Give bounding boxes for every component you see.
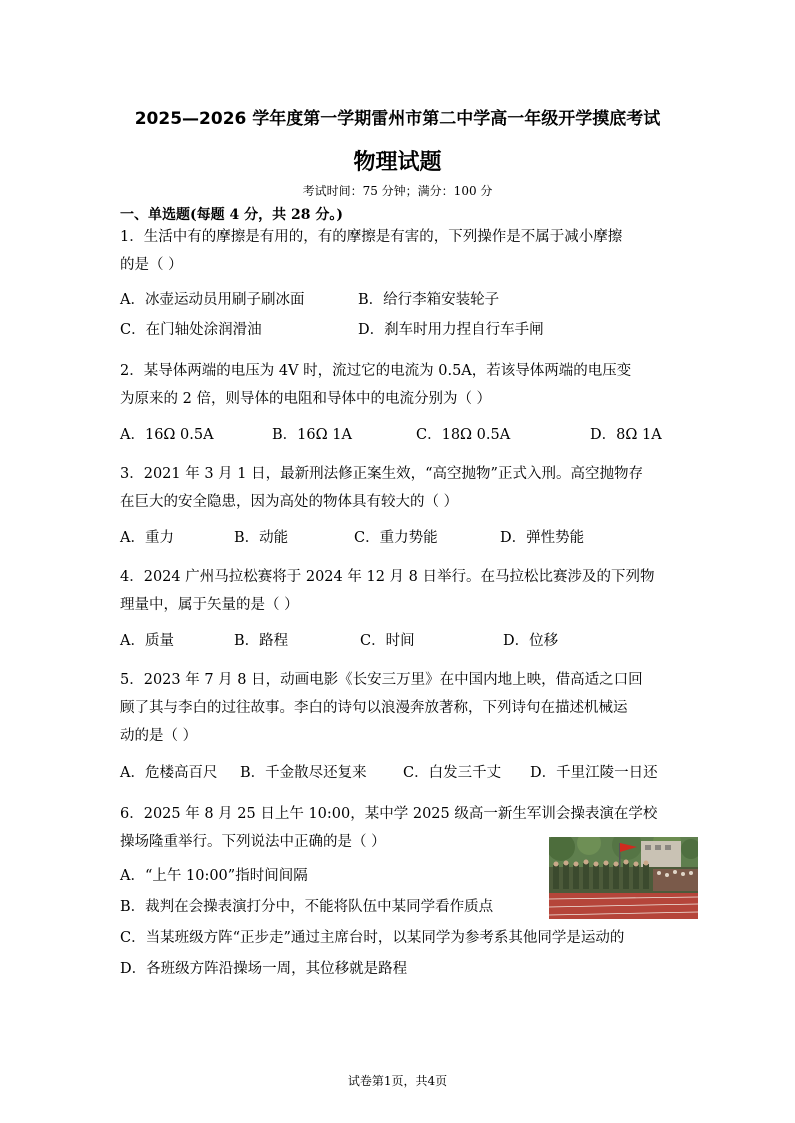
option-a: A．冰壶运动员用刷子刷冰面 xyxy=(120,292,305,308)
section-heading: 一、单选题(每题 4 分，共 28 分。) xyxy=(120,207,343,223)
question-line: 动的是（ ） xyxy=(120,728,198,744)
question-line: 6．2025 年 8 月 25 日上午 10:00，某中学 2025 级高一新生军训会操表演在学校 xyxy=(120,806,658,822)
military-drill-photo xyxy=(549,837,698,919)
option-c: C．时间 xyxy=(360,633,415,649)
option-a: A．“上午 10:00”指时间间隔 xyxy=(120,868,308,884)
question-line: 为原来的 2 倍，则导体的电阻和导体中的电流分别为（ ） xyxy=(120,391,492,407)
question-5-stem xyxy=(120,666,680,750)
question-line: 5．2023 年 7 月 8 日，动画电影《长安三万里》在中国内地上映，借高适之口回 xyxy=(120,672,643,688)
option-d: D．弹性势能 xyxy=(500,530,585,546)
question-line: 在巨大的安全隐患，因为高处的物体具有较大的（ ） xyxy=(120,494,459,510)
option-b: B．路程 xyxy=(234,633,289,649)
option-c: C．在门轴处涂润滑油 xyxy=(120,322,262,338)
option-a: A．16Ω 0.5A xyxy=(120,427,214,443)
question-line: 4．2024 广州马拉松赛将于 2024 年 12 月 8 日举行。在马拉松比赛涉及的下列物 xyxy=(120,569,655,585)
option-b: B．16Ω 1A xyxy=(272,427,352,443)
page-footer: 试卷第1页，共4页 xyxy=(347,1074,448,1088)
question-line: 操场隆重举行。下列说法中正确的是（ ） xyxy=(120,834,386,850)
option-c: C．18Ω 0.5A xyxy=(416,427,511,443)
option-c: C．当某班级方阵“正步走”通过主席台时，以某同学为参考系其他同学是运动的 xyxy=(120,930,625,946)
option-b: B．动能 xyxy=(234,530,289,546)
question-1-stem xyxy=(120,223,680,279)
option-b: B．给行李箱安装轮子 xyxy=(358,292,500,308)
option-d: D．8Ω 1A xyxy=(590,427,662,443)
option-d: D．刹车时用力捏自行车手闸 xyxy=(358,322,544,338)
option-d: D．位移 xyxy=(503,633,559,649)
question-line: 2．某导体两端的电压为 4V 时，流过它的电流为 0.5A，若该导体两端的电压变 xyxy=(120,363,632,379)
option-c: C．白发三千丈 xyxy=(403,765,502,781)
option-d: D．千里江陵一日还 xyxy=(530,765,658,781)
question-3-stem xyxy=(120,460,680,516)
option-b: B．千金散尽还复来 xyxy=(240,765,367,781)
question-2-stem xyxy=(120,357,680,413)
question-line: 3．2021 年 3 月 1 日，最新刑法修正案生效，“高空抛物”正式入刑。高空抛物存 xyxy=(120,466,643,482)
option-d: D．各班级方阵沿操场一周，其位移就是路程 xyxy=(120,961,408,977)
question-4-stem xyxy=(120,563,680,619)
question-line: 理量中，属于矢量的是（ ） xyxy=(120,597,299,613)
subject-title: 物理试题 xyxy=(353,150,442,175)
exam-title: 2025—2026 学年度第一学期雷州市第二中学高一年级开学摸底考试 xyxy=(134,109,661,129)
option-a: A．质量 xyxy=(120,633,174,649)
option-b: B．裁判在会操表演打分中，不能将队伍中某同学看作质点 xyxy=(120,899,494,915)
question-line: 的是（ ） xyxy=(120,257,183,273)
option-a: A．危楼高百尺 xyxy=(120,765,218,781)
option-a: A．重力 xyxy=(120,530,174,546)
option-c: C．重力势能 xyxy=(354,530,438,546)
question-line: 顾了其与李白的过往故事。李白的诗句以浪漫奔放著称，下列诗句在描述机械运 xyxy=(120,700,628,716)
question-line: 1．生活中有的摩擦是有用的，有的摩擦是有害的，下列操作是不属于减小摩擦 xyxy=(120,229,623,245)
exam-info: 考试时间：75 分钟；满分：100 分 xyxy=(302,184,493,198)
